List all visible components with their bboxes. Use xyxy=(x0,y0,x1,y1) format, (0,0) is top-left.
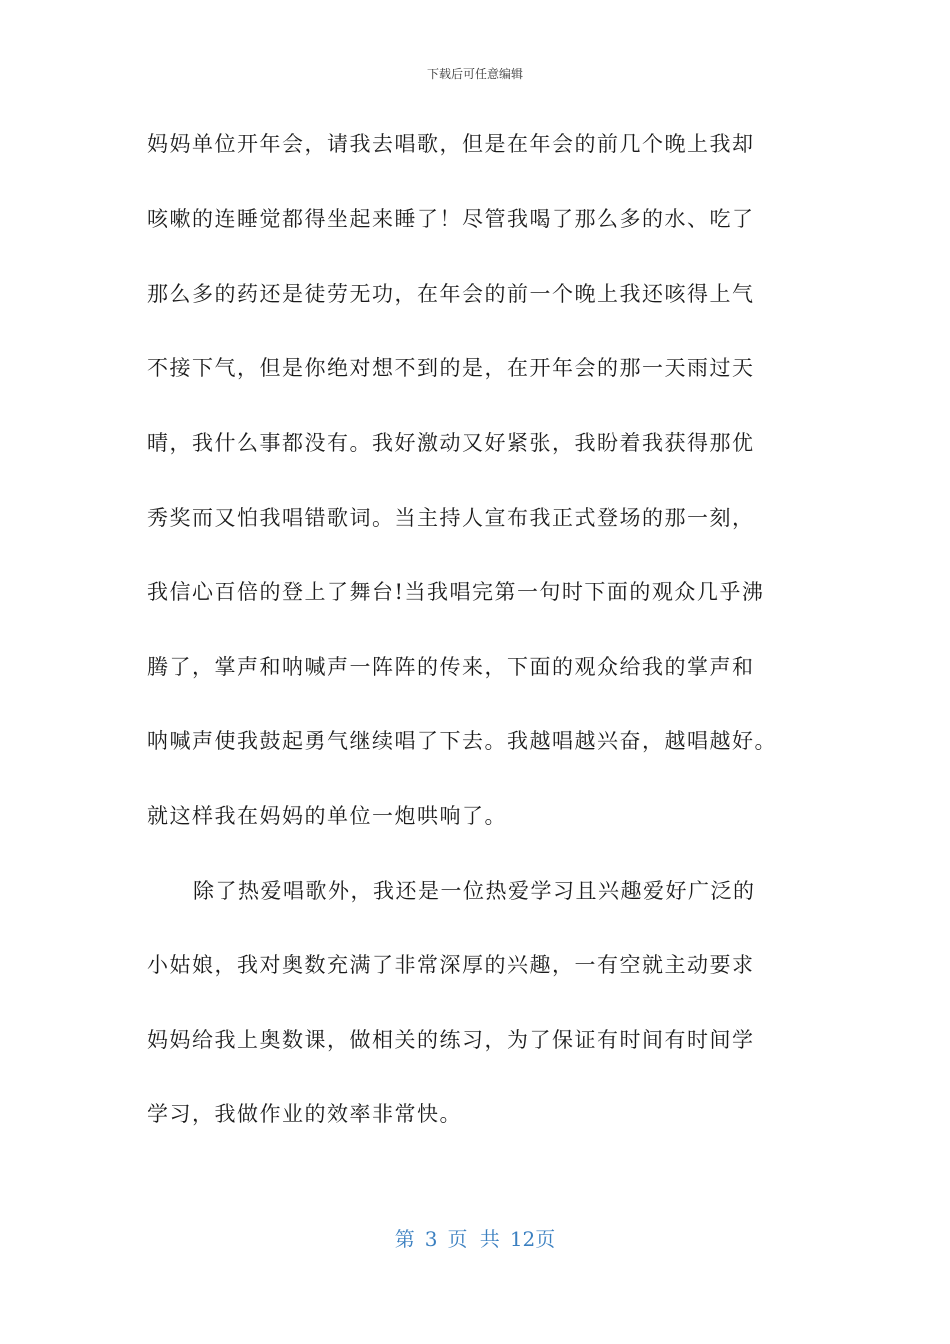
paragraph-first-line: 除了热爱唱歌外，我还是一位热爱学习且兴趣爱好广泛的 xyxy=(193,879,756,903)
text-line: 咳嗽的连睡觉都得坐起来睡了！尽管我喝了那么多的水、吃了 xyxy=(147,207,755,231)
text-line: 妈妈单位开年会，请我去唱歌，但是在年会的前几个晚上我却 xyxy=(147,132,755,156)
page-header-note: 下载后可任意编辑 xyxy=(426,67,523,81)
text-line: 我信心百倍的登上了舞台!当我唱完第一句时下面的观众几乎沸 xyxy=(147,580,765,604)
text-line: 晴，我什么事都没有。我好激动又好紧张，我盼着我获得那优 xyxy=(147,431,755,455)
text-line: 秀奖而又怕我唱错歌词。当主持人宣布我正式登场的那一刻， xyxy=(147,506,755,530)
text-line: 小姑娘，我对奥数充满了非常深厚的兴趣，一有空就主动要求 xyxy=(147,953,755,977)
text-line: 就这样我在妈妈的单位一炮哄响了。 xyxy=(147,804,507,828)
footer-middle: 页 共 xyxy=(447,1227,500,1251)
total-pages: 12页 xyxy=(509,1227,556,1251)
current-page-number: 3 xyxy=(424,1227,438,1251)
text-line: 呐喊声使我鼓起勇气继续唱了下去。我越唱越兴奋，越唱越好。 xyxy=(147,729,777,753)
text-line: 那么多的药还是徒劳无功，在年会的前一个晚上我还咳得上气 xyxy=(147,282,755,306)
footer-prefix: 第 xyxy=(394,1227,415,1251)
text-line: 不接下气，但是你绝对想不到的是，在开年会的那一天雨过天 xyxy=(147,356,755,380)
text-line: 学习，我做作业的效率非常快。 xyxy=(147,1102,462,1126)
text-line: 腾了，掌声和呐喊声一阵阵的传来，下面的观众给我的掌声和 xyxy=(147,655,755,679)
page-footer xyxy=(0,1226,950,1252)
text-line: 妈妈给我上奥数课，做相关的练习，为了保证有时间有时间学 xyxy=(147,1028,755,1052)
